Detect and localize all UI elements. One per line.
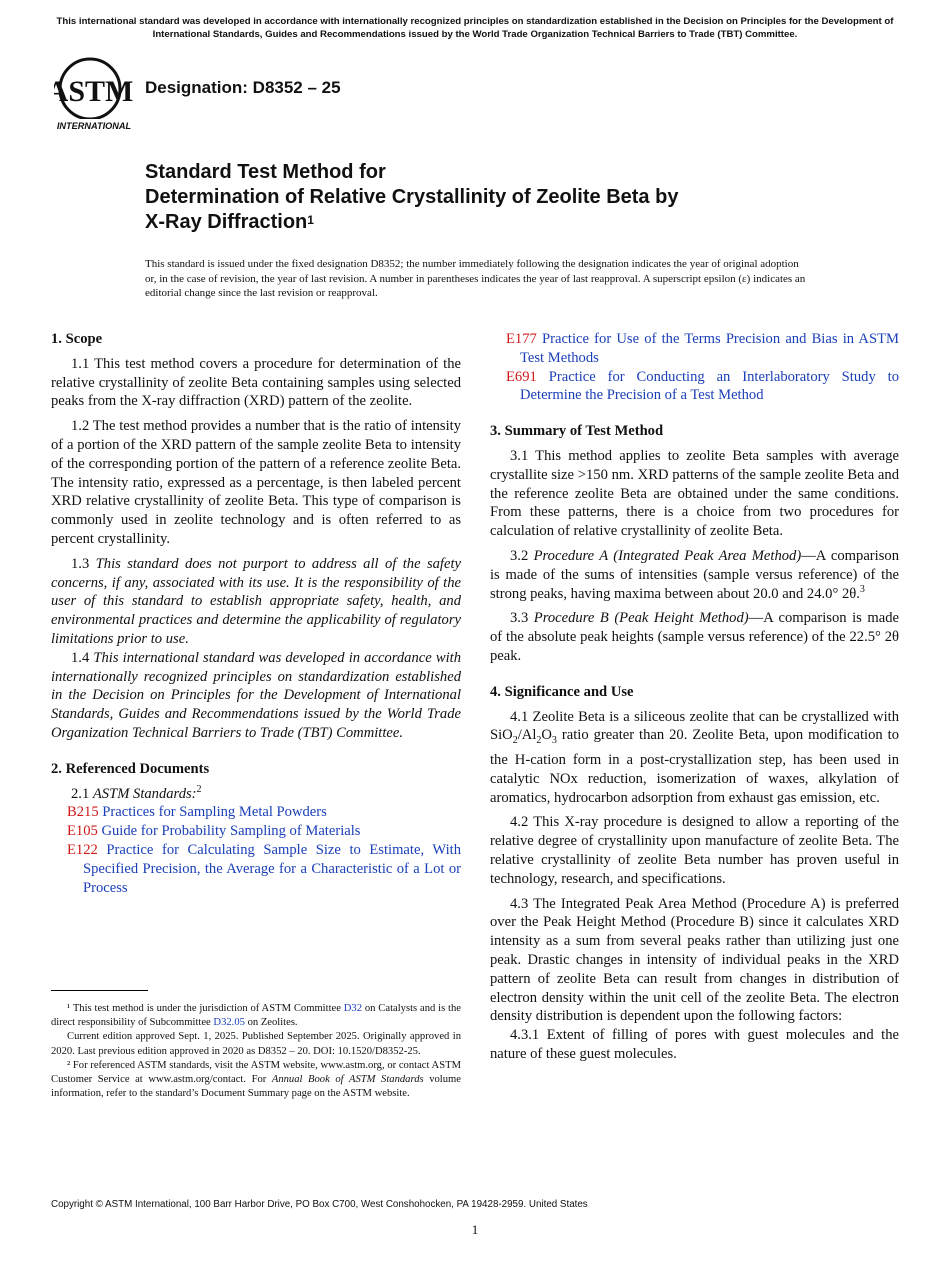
para-4-1-text-d: ratio greater than 20. Zeolite Beta, upon modification to the H-cation form in a post-crystallization step, has been used in catalytic NOx reduction, isomerization of waxes, alkylation of aromatics, hydrocarbon adsorption from exhaust gas emission, etc. <box>490 727 899 806</box>
para-1-4-number: 1.4 <box>71 649 94 666</box>
reference-title[interactable]: Guide for Probability Sampling of Materials <box>101 823 361 840</box>
para-3-2-heading: Procedure A (Integrated Peak Area Method) <box>533 547 802 564</box>
footnote-2 <box>51 1059 461 1102</box>
footnote-1-text-b: on Catalysts and is the direct responsibility of Subcommittee <box>51 1003 461 1029</box>
para-3-3-heading: Procedure B (Peak Height Method) <box>533 610 749 627</box>
reference-b215[interactable] <box>51 803 461 822</box>
title-line-1: Standard Test Method for <box>145 161 386 183</box>
reference-e122[interactable] <box>51 841 461 897</box>
para-4-1 <box>490 708 899 808</box>
para-3-3 <box>490 609 899 665</box>
reference-code[interactable]: E691 <box>506 368 537 385</box>
para-4-3-1: 4.3.1 Extent of filling of pores with guest molecules and the nature of these guest molecules. <box>490 1027 899 1062</box>
top-notice: This international standard was developed in accordance with internationally recognized principles on standardization established in the Decision on Principles for the Development of International Standards, Guides and Recommendations issued by the World Trade Organization Technical Barriers to Trade (TBT) Committee. <box>56 16 894 40</box>
para-4-3: 4.3 The Integrated Peak Area Method (Procedure A) is preferred over the Peak Height Method (Procedure B) since it calculates XRD intensity as a sum from several peaks rather than utilizing just one peak. Drastic changes in intensity of individual peaks in the XRD pattern of zeolite Beta can result from changes in distribution of electron density within the unit cell of the zeolite Beta. The electron density distribution is dependent upon the following factors: <box>490 895 899 1025</box>
reference-title[interactable]: Practice for Calculating Sample Size to Estimate, With Specified Precision, the Average for a Characteristic of a Lot or Process <box>83 841 461 896</box>
footnote-2-book-title: Annual Book of ASTM Standards <box>271 1074 424 1086</box>
para-4-1-text-c: O <box>541 727 552 744</box>
para-1-3 <box>51 555 461 649</box>
para-3-3-text: —A comparison is made of the absolute peak heights (sample versus reference) of the 22.5° 2θ peak. <box>490 610 900 664</box>
para-3-3-number: 3.3 <box>510 610 534 627</box>
para-1-2: 1.2 The test method provides a number that is the ratio of intensity of a portion of the XRD pattern of the sample zeolite Beta to intensity of the corresponding portion of the pattern of a reference zeolite Beta. The intensity ratio, expressed as a percentage, is then labeled percent XRD relative crystallinity of zeolite Beta. This type of comparison is commonly used in zeolite technology and is often referred to as percent crystallinity. <box>51 418 461 547</box>
para-1-3-number: 1.3 <box>71 555 96 572</box>
para-4-1-text-b: /Al <box>517 727 537 744</box>
reference-e105[interactable] <box>51 822 461 841</box>
reference-title[interactable]: Practice for Conducting an Interlaboratory Study to Determine the Precision of a Test Method <box>520 368 899 404</box>
para-3-2-footnote-mark: 3 <box>859 583 865 595</box>
title-line-3 <box>145 210 865 235</box>
subscript: 2 <box>512 735 518 747</box>
reference-code[interactable]: E177 <box>506 331 537 347</box>
page-number: 1 <box>471 1222 479 1237</box>
section-3-heading: 3. Summary of Test Method <box>490 423 664 440</box>
subcommittee-link[interactable]: D32.05 <box>213 1017 245 1029</box>
title-footnote-mark: 1 <box>307 213 314 227</box>
para-3-2-number: 3.2 <box>510 547 534 564</box>
title-line-3-text: X-Ray Diffraction <box>145 211 308 233</box>
title-line-2: Determination of Relative Crystallinity of Zeolite Beta by <box>145 186 679 208</box>
footnote-1-edition: Current edition approved Sept. 1, 2025. Published September 2025. Originally approved in 2020. Last previous edition approved in 2020 as D8352 – 20. DOI: 10.1520/D8352-25. <box>51 1031 461 1057</box>
para-3-2-text: —A comparison is made of the sums of intensities (sample versus reference) of the strong peaks, having maxima between about 20.0 and 24.0° 2θ. <box>490 547 899 602</box>
right-column <box>490 330 899 1064</box>
left-column <box>51 330 461 897</box>
para-4-2: 4.2 This X-ray procedure is designed to allow a reporting of the relative degree of crystallinity upon manufacture of zeolite Beta. The relative crystallinity of zeolite Beta number has proven useful in technology, research, and specifications. <box>490 814 899 887</box>
para-1-3-text: This standard does not purport to address all of the safety concerns, if any, associated with its use. It is the responsibility of the user of this standard to establish appropriate safety, health, and environmental practices and determine the applicability of regulatory limitations prior to use. <box>51 555 461 647</box>
reference-title[interactable]: Practices for Sampling Metal Powders <box>102 804 327 821</box>
para-4-1-text-a: 4.1 Zeolite Beta is a siliceous zeolite that can be crystallized with SiO <box>490 708 899 744</box>
document-title <box>145 160 865 235</box>
footnotes <box>51 1002 461 1101</box>
reference-code[interactable]: B215 <box>67 804 99 821</box>
para-3-2 <box>490 547 899 603</box>
footnote-1-text-c: on Zeolites. <box>244 1017 298 1029</box>
footnote-1-text-a: ¹ This test method is under the jurisdiction of ASTM Committee <box>67 1003 344 1014</box>
committee-link[interactable]: D32 <box>343 1003 363 1014</box>
copyright-notice: Copyright © ASTM International, 100 Barr Harbor Drive, PO Box C700, West Conshohocken, PA 19428-2959. United States <box>51 1199 588 1210</box>
svg-text:INTERNATIONAL: INTERNATIONAL <box>56 121 132 131</box>
designation: Designation: D8352 – 25 <box>145 78 341 97</box>
section-1-heading: 1. Scope <box>51 331 103 347</box>
footnote-divider <box>51 990 148 991</box>
para-2-1-number: 2.1 <box>71 785 93 802</box>
footnote-2-text-b: volume information, refer to the standard’s Document Summary page on the ASTM website. <box>51 1074 461 1100</box>
astm-logo <box>54 56 136 134</box>
section-4-heading: 4. Significance and Use <box>490 683 634 700</box>
para-1-4 <box>51 649 461 743</box>
issuance-statement: This standard is issued under the fixed designation D8352; the number immediately following the designation indicates the year of original adoption or, in the case of revision, the year of last revision. A number in parentheses indicates the year of last reapproval. A superscript epsilon (ε) indicates an editorial change since the last revision or reapproval. <box>145 258 806 300</box>
para-2-1-text: ASTM Standards: <box>92 785 197 802</box>
subscript: 3 <box>551 735 557 747</box>
subscript: 2 <box>536 735 542 747</box>
reference-e691[interactable] <box>490 368 899 406</box>
para-2-1-footnote-mark: 2 <box>196 783 202 795</box>
section-2-heading: 2. Referenced Documents <box>51 760 210 777</box>
reference-code[interactable]: E122 <box>67 841 98 858</box>
svg-text:ASTM: ASTM <box>54 75 134 108</box>
para-1-1: 1.1 This test method covers a procedure for determination of the relative crystallinity of zeolite Beta containing samples using selected peaks from the X-ray diffraction (XRD) pattern of the zeolite. <box>51 355 461 410</box>
para-1-4-text: This international standard was developed in accordance with internationally recognized principles on standardization established in the Decision on Principles for the Development of International Standards, Guides and Recommendations issued by the World Trade Organization Technical Barriers to Trade (TBT) Committee. <box>51 649 462 741</box>
reference-e177[interactable] <box>490 330 899 368</box>
footnote-1 <box>51 1002 461 1030</box>
reference-title[interactable]: Practice for Use of the Terms Precision and Bias in ASTM Test Methods <box>520 331 899 366</box>
reference-code[interactable]: E105 <box>67 823 98 840</box>
para-2-1 <box>51 785 461 804</box>
footnote-2-text-a: ² For referenced ASTM standards, visit the ASTM website, www.astm.org, or contact ASTM Customer Service at www.astm.org/contact. For <box>51 1059 461 1086</box>
para-3-1: 3.1 This method applies to zeolite Beta samples with average crystallite size >150 nm. XRD patterns of the sample zeolite Beta and the reference zeolite Beta are obtained under the same conditions. From these patterns, there is a choice from two procedures for calculation of relative crystallinity of zeolite Beta. <box>490 447 899 540</box>
